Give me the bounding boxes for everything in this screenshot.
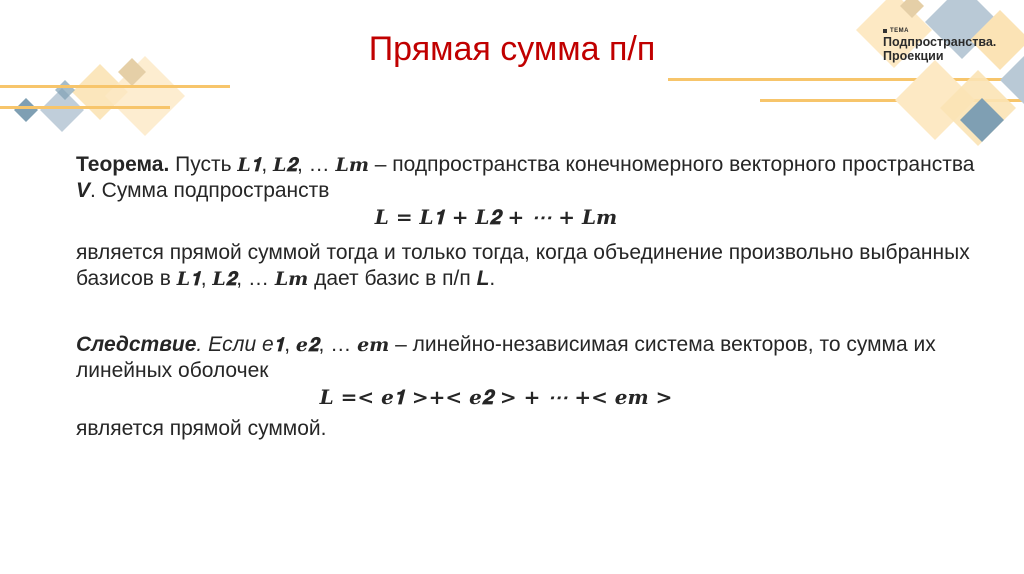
text-run: , [261,153,273,176]
math-em: 𝒆𝒎 [357,334,390,356]
corollary-formula: 𝑳 =< 𝒆𝟏 >+< 𝒆𝟐 > + ⋯ +< 𝒆𝒎 > [319,385,673,409]
math-V: V [76,179,91,202]
corollary-label: Следствие [76,333,197,356]
theorem-conclusion [76,240,976,292]
theorem-label: Теорема. [76,153,170,176]
theorem-statement [76,152,976,204]
text-run: , [200,267,213,290]
accent-line [0,106,170,109]
math-L1: 𝑳𝟏 [176,268,201,290]
text-run: , … [296,153,336,176]
math-Lm: 𝑳𝒎 [274,268,309,290]
topic-line-2: Проекции [883,49,944,64]
text-run: . [489,267,496,290]
theorem-formula: 𝑳 = 𝑳𝟏 + 𝑳𝟐 + ⋯ + 𝑳𝒎 [374,205,618,229]
text-run: – подпространства конечномерного векторного пространства [368,153,975,176]
topic-tag-label: ТЕМА [890,28,909,34]
corollary-conclusion: является прямой суммой. [76,417,327,440]
text-run: , … [318,333,358,356]
diamond-shape [14,98,38,122]
math-e1: 𝟏 [273,334,285,356]
text-run: , [284,333,296,356]
text-run: дает базис в п/п [308,267,477,290]
topic-line-1: Подпространства. [883,34,997,49]
text-run: – линейно-независимая система векторов, то сумма их линейных оболочек [76,333,936,382]
topic-badge [883,28,996,64]
corollary-statement [76,332,976,384]
math-e2: 𝒆𝟐 [295,334,319,356]
slide-body [76,152,976,442]
text-run: . Если е [196,333,274,356]
accent-line [0,85,230,88]
text-run: . Сумма подпространств [90,179,330,202]
math-L2: 𝑳𝟐 [273,154,297,176]
math-L2: 𝑳𝟐 [212,268,237,290]
text-run: является прямой суммой тогда и только тогда, когда объединение произвольно выбранных базисов в [76,241,970,290]
topic-tag [883,28,996,35]
square-icon [883,29,887,33]
slide-title: Прямая сумма п/п [368,30,656,68]
math-Lm: 𝑳𝒎 [335,154,369,176]
text-run: , … [236,267,275,290]
text-run: Пусть [169,153,238,176]
math-L: L [476,267,490,290]
math-L1: 𝑳𝟏 [237,154,262,176]
